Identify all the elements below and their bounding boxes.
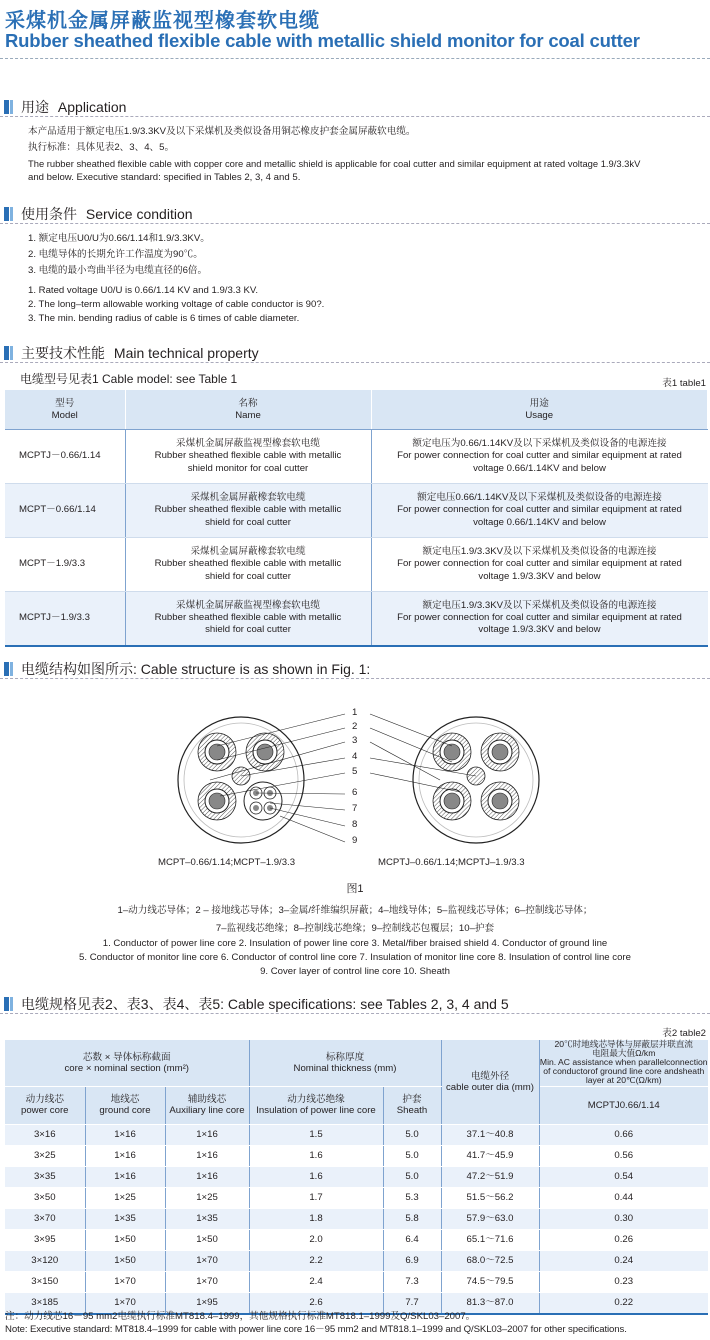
table-cell: 0.26 [539,1229,708,1250]
table-header-row [5,1040,708,1086]
subheader-insulation: 动力线芯绝缘 Insulation of power line core [249,1086,383,1124]
name-cell: 采煤机金属屏蔽监视型橡套软电缆 Rubber sheathed flexible cable with metallic shield monitor for coal cutter [125,430,371,484]
table-cell: 0.24 [539,1250,708,1271]
figure-callout-number: 1 [352,707,358,718]
subheader-ground-core: 地线芯 ground core [85,1086,165,1124]
figure-callout-number: 5 [352,766,358,777]
section-service-heading: 使用条件 Service condition [4,204,193,224]
page-title-en: Rubber sheathed flexible cable with metallic shield monitor for coal cutter [5,30,640,51]
table-cell: 3×35 [5,1166,85,1187]
column-header-diameter: 电缆外径 cable outer dia (mm) [441,1040,539,1124]
page-title-cn: 采煤机金属屏蔽监视型橡套软电缆 [5,8,320,32]
table-cell: 37.1～40.8 [441,1124,539,1145]
model-cell: MCPTJ－0.66/1.14 [5,430,125,484]
table-row [5,1208,708,1229]
figure-callout-number: 8 [352,819,358,830]
table-cell: 5.3 [383,1187,441,1208]
table-cell: 3×50 [5,1187,85,1208]
section-specs-heading: 电缆规格见表2、表3、表4、表5: Cable specifications: see Tables 2, 3, 4 and 5 [4,994,509,1014]
section-divider [0,362,710,363]
title-divider [0,58,710,59]
subheader-power-core: 动力线芯 power core [5,1086,85,1124]
service-line-en: 2. The long–term allowable working voltage of cable conductor is 90?. [28,299,325,310]
service-line-cn: 2. 电缆导体的长期允许工作温度为90℃。 [28,249,203,260]
legend-line-cn: 1–动力线芯导体；2 – 接地线芯导体；3–金属/纤维编织屏蔽；4–地线导体；5–监视线芯导体；6–控制线芯导体； [117,905,593,916]
application-line: 本产品适用于额定电压1.9/3.3KV及以下采煤机及类似设备用铜芯橡皮护套金属屏蔽软电缆。 [28,126,416,137]
table2-tag: 表2 table2 [662,1028,706,1039]
table-cell: 3×16 [5,1124,85,1145]
table-cell: 81.3～87.0 [441,1292,539,1314]
table-cell: 1×16 [85,1124,165,1145]
cable-spec-table [5,1040,708,1315]
table-row [5,1124,708,1145]
table-cell: 6.9 [383,1250,441,1271]
section-divider [0,223,710,224]
table-cell: 68.0～72.5 [441,1250,539,1271]
table-cell: 2.4 [249,1271,383,1292]
table-subheader-row [5,1086,708,1124]
table-cell: 51.5～56.2 [441,1187,539,1208]
table-cell: 7.7 [383,1292,441,1314]
section-structure-heading: 电缆结构如图所示: Cable structure is as shown in Fig. 1: [4,659,370,679]
table-cell: 74.5～79.5 [441,1271,539,1292]
table-cell: 2.0 [249,1229,383,1250]
table-row [5,430,708,484]
usage-cell: 额定电压为0.66/1.14KV及以下采煤机及类似设备的电源连接 For power connection for coal cutter and similar equipment at rated voltage 0.66/1.14KV and below [371,430,708,484]
table-cell: 1×50 [165,1229,249,1250]
table-cell: 1×70 [165,1250,249,1271]
service-line-en: 3. The min. bending radius of cable is 6 times of cable diameter. [28,313,300,324]
table-cell: 5.0 [383,1145,441,1166]
table-cell: 1×70 [165,1271,249,1292]
left-figure-caption: MCPT–0.66/1.14;MCPT–1.9/3.3 [158,857,296,868]
cable-cross-section-figure [150,700,570,860]
table-cell: 1×16 [85,1145,165,1166]
table-cell: 5.0 [383,1124,441,1145]
table-row [5,1229,708,1250]
table-cell: 3×70 [5,1208,85,1229]
model-cell: MCPT－1.9/3.3 [5,538,125,592]
table-cell: 1×16 [85,1166,165,1187]
name-cell: 采煤机金属屏蔽监视型橡套软电缆 Rubber sheathed flexible cable with metallic shield for coal cutter [125,592,371,646]
table-header-row [5,390,708,430]
column-header-cores: 芯数 × 导体标称截面 core × nominal section (mm²) [5,1040,249,1086]
name-cell: 采煤机金属屏蔽橡套软电缆 Rubber sheathed flexible cable with metallic shield for coal cutter [125,484,371,538]
table-cell: 1×50 [85,1250,165,1271]
column-header-thickness: 标称厚度 Nominal thickness (mm) [249,1040,441,1086]
figure-callout-number: 9 [352,835,358,846]
service-line-cn: 1. 额定电压U0/U为0.66/1.14和1.9/3.3KV。 [28,233,210,244]
table-row [5,1271,708,1292]
table-cell: 1.5 [249,1124,383,1145]
legend-line-cn: 7–监视线芯绝缘；8–控制线芯绝缘；9–控制线芯包覆层；10–护套 [215,923,495,934]
usage-cell: 额定电压0.66/1.14KV及以下采煤机及类似设备的电源连接 For power connection for coal cutter and similar equipment at rated voltage 0.66/1.14KV and below [371,484,708,538]
table-cell: 7.3 [383,1271,441,1292]
table-cell: 6.4 [383,1229,441,1250]
section-divider [0,1013,710,1014]
table-cell: 1×16 [165,1166,249,1187]
table-cell: 0.56 [539,1145,708,1166]
service-line-en: 1. Rated voltage U0/U is 0.66/1.14 KV and 1.9/3.3 KV. [28,285,259,296]
figure-callout-number: 6 [352,787,358,798]
right-figure-caption: MCPTJ–0.66/1.14;MCPTJ–1.9/3.3 [378,857,525,868]
table-cell: 1×25 [165,1187,249,1208]
table-row [5,1166,708,1187]
table-cell: 41.7～45.9 [441,1145,539,1166]
column-header-model: 型号 Model [5,390,125,430]
table-cell: 1×16 [165,1145,249,1166]
left-cable-cross-section [178,717,304,843]
figure-callout-number: 2 [352,721,358,732]
table-cell: 2.2 [249,1250,383,1271]
table-cell: 0.30 [539,1208,708,1229]
table1-tag: 表1 table1 [662,378,706,389]
table-cell: 0.44 [539,1187,708,1208]
legend-line-en: 1. Conductor of power line core 2. Insulation of power line core 3. Metal/fiber braised shield 4. Conductor of ground line [102,938,608,949]
column-header-usage: 用途 Usage [371,390,708,430]
table-cell: 1.7 [249,1187,383,1208]
legend-line-en: 9. Cover layer of control line core 10. Sheath [260,966,450,977]
table-cell: 1×95 [165,1292,249,1314]
table-row [5,592,708,646]
figure-callout-number: 7 [352,803,358,814]
section-application-heading: 用途 Application [4,97,126,117]
table-cell: 1×50 [85,1229,165,1250]
application-line: The rubber sheathed flexible cable with copper core and metallic shield is applicable for coal cutter and similar equipment at rated voltage 1.9/3.3kV [28,158,641,169]
table-cell: 0.66 [539,1124,708,1145]
application-line: and below. Executive standard: specified in Tables 2, 3, 4 and 5. [28,172,301,183]
name-cell: 采煤机金属屏蔽橡套软电缆 Rubber sheathed flexible cable with metallic shield for coal cutter [125,538,371,592]
figure-label: 图1 [346,883,364,895]
column-header-name: 名称 Name [125,390,371,430]
section-divider [0,116,710,117]
service-line-cn: 3. 电缆的最小弯曲半径为电缆直径的6倍。 [28,265,208,276]
table-cell: 0.54 [539,1166,708,1187]
table-cell: 1.8 [249,1208,383,1229]
table-cell: 5.8 [383,1208,441,1229]
application-line: 执行标准：具体见表2、3、4、5。 [28,142,175,153]
table-cell: 1.6 [249,1145,383,1166]
table-cell: 1×70 [85,1292,165,1314]
table-cell: 1×35 [85,1208,165,1229]
table-cell: 3×95 [5,1229,85,1250]
table-cell: 1×35 [165,1208,249,1229]
model-cell: MCPTJ－1.9/3.3 [5,592,125,646]
figure-callout-number: 3 [352,735,358,746]
note-en: Note: Executive standard: MT818.4–1999 for cable with power line core 16－95 mm2 and MT818.1–1999 and Q/SKL03–2007 for other specifications. [5,1324,627,1335]
table-row [5,1250,708,1271]
table-cell: 0.23 [539,1271,708,1292]
section-technical-heading: 主要技术性能 Main technical property [4,343,259,363]
usage-cell: 额定电压1.9/3.3KV及以下采煤机及类似设备的电源连接 For power connection for coal cutter and similar equipment at rated voltage 1.9/3.3KV and below [371,592,708,646]
table-row [5,1145,708,1166]
table-cell: 3×120 [5,1250,85,1271]
note-cn: 注：动力线芯16－95 mm2电缆执行标准MT818.4–1999，其他规格执行标准MT818.1–1999及Q/SKL03–2007。 [5,1311,476,1322]
table-row [5,538,708,592]
column-header-resistance: 20℃时地线芯导体与屏蔽层并联直流 电阻最大值Ω/km Min. AC assistance when parallelconnection of conductorof ground line core andsheath layer at 20℃(Ω/km) [539,1039,708,1086]
usage-cell: 额定电压1.9/3.3KV及以下采煤机及类似设备的电源连接 For power connection for coal cutter and similar equipment at rated voltage 1.9/3.3KV and below [371,538,708,592]
right-cable-cross-section [413,717,539,843]
table-cell: 3×25 [5,1145,85,1166]
table1-title: 电缆型号见表1 Cable model: see Table 1 [20,372,238,386]
table-row [5,484,708,538]
table-cell: 0.22 [539,1292,708,1314]
table-cell: 2.6 [249,1292,383,1314]
table-cell: 3×185 [5,1292,85,1314]
subheader-sheath: 护套 Sheath [383,1086,441,1124]
table-cell: 1×16 [165,1124,249,1145]
table-cell: 57.9～63.0 [441,1208,539,1229]
legend-line-en: 5. Conductor of monitor line core 6. Conductor of control line core 7. Insulation of monitor line core 8. Insulation of control line core [79,952,631,963]
table-cell: 1×25 [85,1187,165,1208]
table-cell: 65.1～71.6 [441,1229,539,1250]
model-cell: MCPT－0.66/1.14 [5,484,125,538]
table-cell: 5.0 [383,1166,441,1187]
table-cell: 3×150 [5,1271,85,1292]
section-divider [0,678,710,679]
cable-model-table [5,390,708,647]
table-cell: 1×70 [85,1271,165,1292]
subheader-model: MCPTJ0.66/1.14 [539,1086,708,1124]
figure-callout-number: 4 [352,751,358,762]
subheader-aux-core: 辅助线芯 Auxiliary line core [165,1086,249,1124]
table-cell: 1.6 [249,1166,383,1187]
table-row [5,1187,708,1208]
table-cell: 47.2～51.9 [441,1166,539,1187]
